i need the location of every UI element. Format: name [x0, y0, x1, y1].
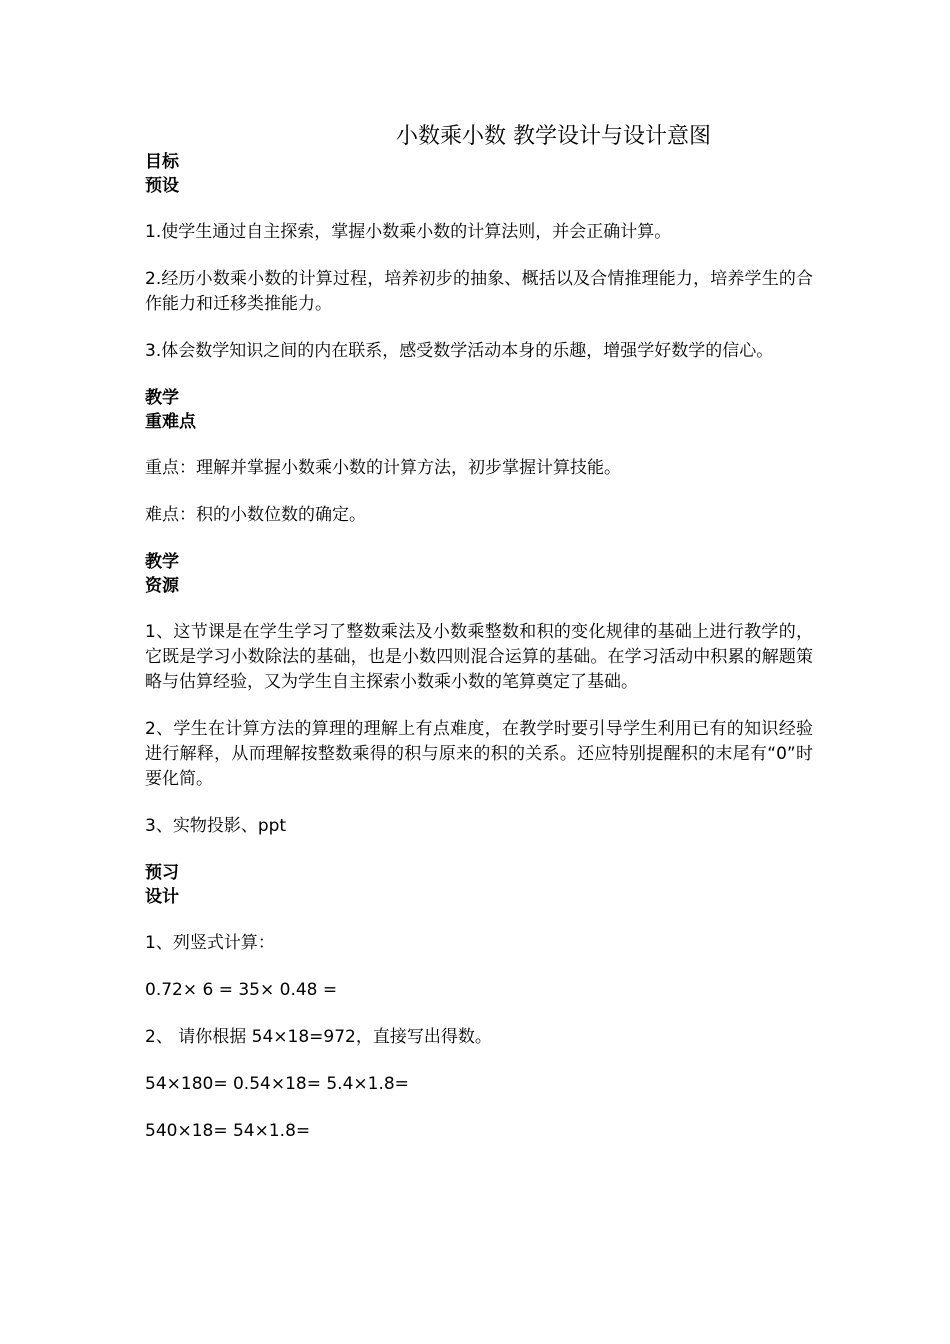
paragraph: 2.经历小数乘小数的计算过程，培养初步的抽象、概括以及合情推理能力，培养学生的合作能力和迁移类推能力。 — [145, 269, 813, 314]
paragraph: 2、 请你根据 54×18=972，直接写出得数。 — [145, 1027, 492, 1047]
page-title: 小数乘小数 教学设计与设计意图 — [396, 124, 711, 149]
paragraph: 重点：理解并掌握小数乘小数的计算方法，初步掌握计算技能。 — [145, 458, 621, 478]
paragraph: 1.使学生通过自主探索，掌握小数乘小数的计算法则，并会正确计算。 — [145, 222, 672, 242]
section-heading-line1: 教学 — [145, 388, 179, 408]
paragraph: 难点：积的小数位数的确定。 — [145, 505, 366, 525]
section-heading — [145, 550, 813, 598]
document-body — [145, 150, 813, 1144]
paragraph: 1、列竖式计算： — [145, 933, 275, 953]
section-heading-line2: 资源 — [145, 576, 179, 596]
paragraph: 3、实物投影、ppt — [145, 816, 287, 836]
section-heading — [145, 150, 813, 198]
section-heading-line1: 目标 — [145, 152, 179, 172]
section-key-points — [145, 386, 813, 528]
paragraph: 1、这节课是在学生学习了整数乘法及小数乘整数和积的变化规律的基础上进行教学的，它既是学习小数除法的基础，也是小数四则混合运算的基础。在学习活动中积累的解题策略与估算经验，又为学生自主探索小数乘小数的笔算奠定了基础。 — [145, 622, 813, 692]
section-preview-design — [145, 861, 813, 1144]
paragraph: 54×180= 0.54×18= 5.4×1.8= — [145, 1074, 409, 1094]
paragraph: 540×18= 54×1.8= — [145, 1121, 311, 1141]
section-heading — [145, 861, 813, 909]
section-heading-line1: 预习 — [145, 863, 179, 883]
section-heading-line2: 重难点 — [145, 412, 196, 432]
section-goals — [145, 150, 813, 364]
section-heading-line1: 教学 — [145, 552, 179, 572]
paragraph: 0.72× 6 = 35× 0.48 = — [145, 980, 338, 1000]
paragraph: 2、学生在计算方法的算理的理解上有点难度，在教学时要引导学生利用已有的知识经验进行解释，从而理解按整数乘得的积与原来的积的关系。还应特别提醒积的末尾有“0”时要化简。 — [145, 719, 813, 789]
section-heading-line2: 预设 — [145, 176, 179, 196]
section-resources — [145, 550, 813, 839]
section-heading — [145, 386, 813, 434]
section-heading-line2: 设计 — [145, 887, 179, 907]
paragraph: 3.体会数学知识之间的内在联系，感受数学活动本身的乐趣，增强学好数学的信心。 — [145, 341, 774, 361]
